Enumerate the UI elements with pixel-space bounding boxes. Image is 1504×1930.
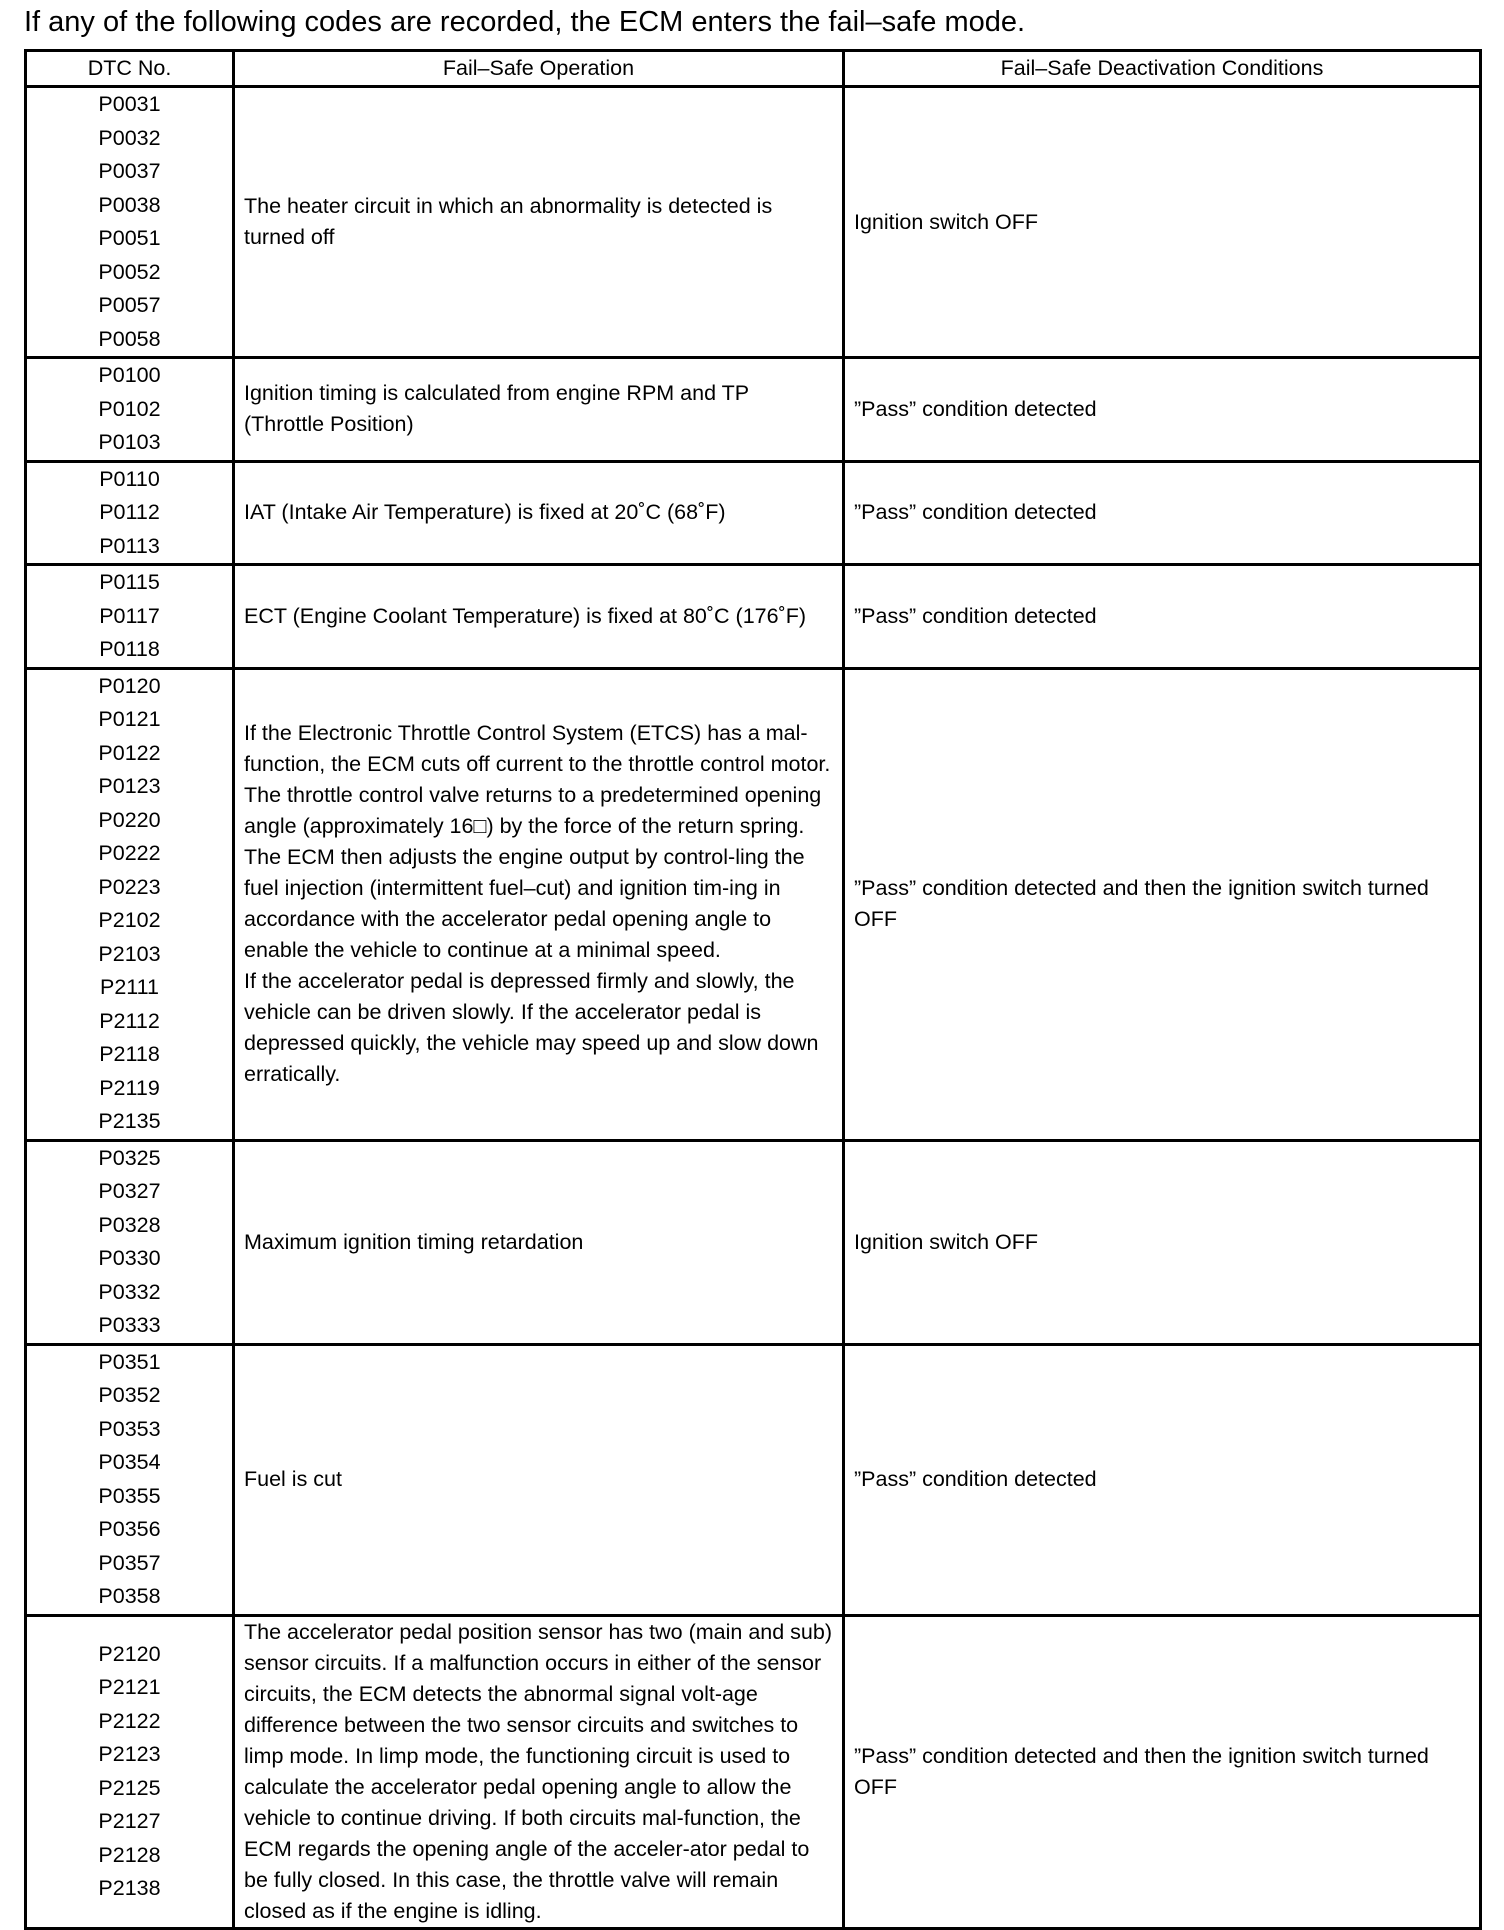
table-row [26,358,1481,462]
operation-text: If the accelerator pedal is depressed firmly and slowly, the vehicle can be driven slowly. If the accelerator pedal is depressed quickly, the vehicle may speed up and slow down erratically. [244,969,819,1086]
dtc-codes-cell [26,1344,234,1615]
header-row [26,51,1481,87]
fail-safe-operation-cell [234,668,844,1140]
dtc-code: P0352 [98,1383,161,1407]
dtc-code: P0120 [98,673,161,698]
deactivation-condition-cell: ”Pass” condition detected [844,358,1481,462]
table-body [26,87,1481,1929]
dtc-code: P2112 [99,1008,160,1033]
dtc-code: P0353 [98,1416,161,1441]
dtc-code: P2119 [99,1075,160,1100]
dtc-code: P2135 [98,1109,161,1133]
table-row [26,668,1481,1140]
dtc-code: P0223 [98,874,161,899]
table-row [26,461,1481,565]
dtc-code: P0115 [99,570,160,594]
fail-safe-operation-cell [234,1140,844,1344]
fail-safe-operation-cell [234,1615,844,1928]
deactivation-condition-cell: ”Pass” condition detected [844,565,1481,669]
deactivation-condition-cell: ”Pass” condition detected [844,461,1481,565]
dtc-code: P0357 [98,1550,161,1575]
dtc-code: P0112 [99,500,160,524]
table-row [26,1615,1481,1928]
intro-text: If any of the following codes are recorded, the ECM enters the fail–safe mode. [24,6,1026,38]
operation-text: Ignition timing is calculated from engine RPM and TP (Throttle Position) [244,381,749,437]
dtc-code: P0333 [98,1313,161,1337]
dtc-code: P0057 [98,293,161,317]
dtc-code: P0113 [99,533,160,558]
operation-text: The accelerator pedal position sensor has two (main and sub) sensor circuits. If a malfunction occurs in either of the sensor circuits, the ECM detects the abnormal signal volt‐age difference between the two sensor circuits and switches to limp mode. In limp mode, the functioning circuit is used to calculate the accelerator pedal opening angle to allow the vehicle to continue driving. If both circuits mal‐function, the ECM regards the opening angle of the acceler‐ator pedal to be fully closed. In this case, the throttle valve will remain closed as if the engine is idling. [244,1619,832,1923]
table-row [26,1344,1481,1615]
dtc-code: P2128 [98,1842,161,1867]
operation-text: Fuel is cut [244,1467,342,1491]
deactivation-condition-cell: ”Pass” condition detected [844,1344,1481,1615]
table-row [26,87,1481,358]
dtc-code: P2102 [98,908,161,932]
dtc-code: P2121 [98,1675,161,1699]
deactivation-condition-cell: Ignition switch OFF [844,1140,1481,1344]
deactivation-condition-cell: ”Pass” condition detected and then the ignition switch turned OFF [844,668,1481,1140]
dtc-code: P2120 [98,1641,161,1666]
dtc-code: P2138 [98,1876,161,1900]
fail-safe-operation-cell [234,1344,844,1615]
dtc-code: P0358 [98,1584,161,1608]
header-dtc-no: DTC No. [26,51,234,87]
dtc-code: P2103 [98,941,161,966]
operation-text: ECT (Engine Coolant Temperature) is fixed at 80˚C (176˚F) [244,603,807,628]
dtc-code: P0354 [98,1450,161,1474]
dtc-code: P0351 [98,1349,161,1374]
header-fail-safe-operation: Fail–Safe Operation [234,51,844,87]
dtc-code: P0058 [98,326,161,351]
dtc-code: P0328 [98,1212,161,1237]
dtc-code: P2123 [98,1742,161,1766]
table-row [26,1140,1481,1344]
dtc-codes-cell [26,87,234,358]
fail-safe-operation-cell [234,358,844,462]
dtc-code: P2122 [98,1708,161,1733]
dtc-codes-cell [26,461,234,565]
dtc-code: P0330 [98,1246,161,1270]
dtc-code: P0051 [98,226,161,250]
dtc-code: P0100 [98,363,161,387]
dtc-code: P2125 [98,1775,161,1800]
dtc-code: P0122 [98,740,161,765]
dtc-code: P0031 [98,92,161,116]
operation-text: If the Electronic Throttle Control System (ETCS) has a mal‐function, the ECM cuts off current to the throttle control motor. The throttle control valve returns to a predetermined opening angle (approximately 16□) by the force of the return spring. The ECM then adjusts the engine output by control‐ling the fuel injection (intermittent fuel–cut) and ignition tim‐ing in accordance with the accelerator pedal opening angle to enable the vehicle to continue at a minimal speed. [244,721,831,962]
dtc-code: P0032 [98,125,161,150]
fail-safe-operation-cell [234,565,844,669]
dtc-code: P0327 [98,1179,161,1203]
dtc-code: P2111 [100,975,159,999]
dtc-code: P2127 [98,1809,161,1833]
dtc-code: P0356 [98,1517,161,1541]
dtc-code: P0121 [98,707,161,731]
dtc-code: P0118 [99,637,160,661]
dtc-codes-cell [26,358,234,462]
dtc-codes-cell [26,668,234,1140]
dtc-code: P0103 [98,430,161,454]
operation-text: IAT (Intake Air Temperature) is fixed at 20˚C (68˚F) [244,500,726,525]
dtc-code: P2118 [99,1042,160,1066]
dtc-code: P0037 [98,159,161,183]
dtc-code: P0052 [98,259,161,284]
table-row [26,565,1481,669]
fail-safe-table [24,49,1482,1930]
dtc-codes-cell [26,1140,234,1344]
fail-safe-operation-cell [234,87,844,358]
dtc-code: P0222 [98,841,161,865]
dtc-code: P0123 [98,774,161,798]
fail-safe-operation-cell [234,461,844,565]
dtc-code: P0325 [98,1145,161,1170]
operation-text: The heater circuit in which an abnormality is detected is turned off [244,194,773,249]
dtc-code: P0332 [98,1279,161,1304]
dtc-code: P0220 [98,807,161,832]
operation-text: Maximum ignition timing retardation [244,1229,584,1254]
deactivation-condition-cell: ”Pass” condition detected and then the ignition switch turned OFF [844,1615,1481,1928]
dtc-code: P0102 [98,396,161,421]
header-deactivation-conditions: Fail–Safe Deactivation Conditions [844,51,1481,87]
dtc-code: P0110 [99,466,160,491]
dtc-codes-cell [26,1615,234,1928]
dtc-codes-cell [26,565,234,669]
dtc-code: P0355 [98,1483,161,1508]
dtc-code: P0038 [98,192,161,217]
deactivation-condition-cell: Ignition switch OFF [844,87,1481,358]
dtc-code: P0117 [99,603,160,628]
